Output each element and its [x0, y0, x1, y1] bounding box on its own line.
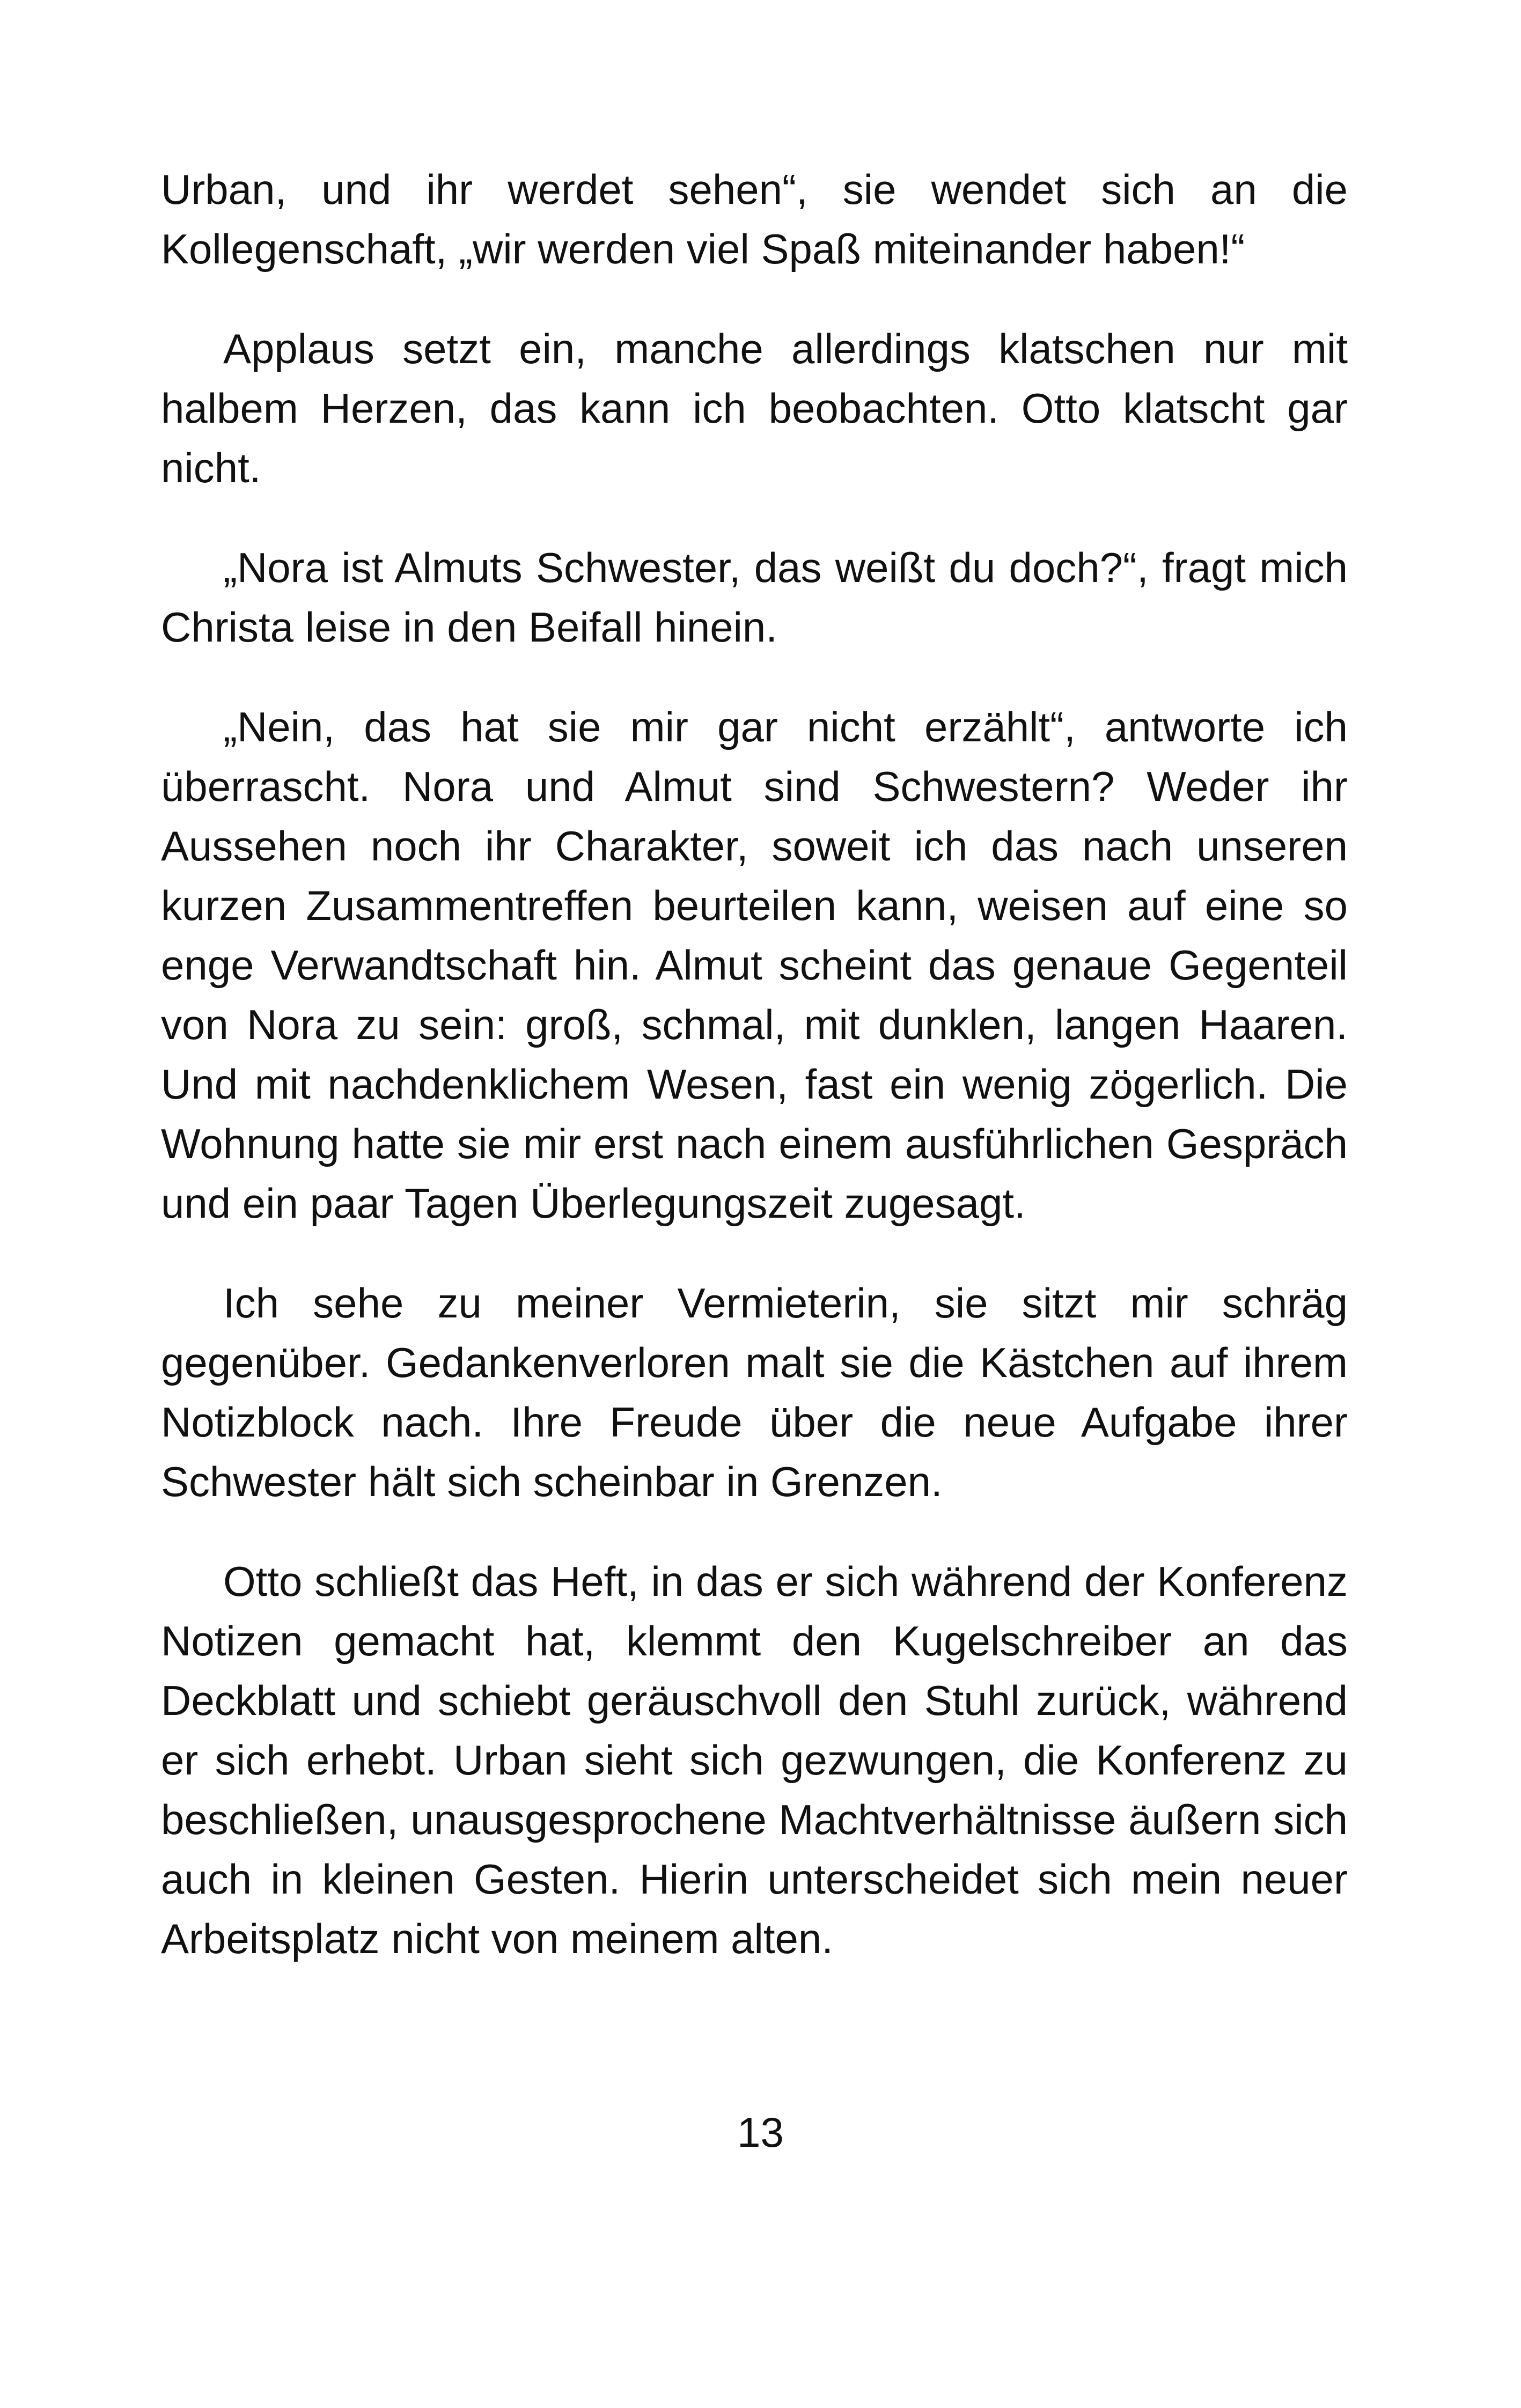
paragraph-1: Urban, und ihr werdet sehen“, sie wendet sich an die Kollegenschaft, „wir werden viel Spaß miteinander haben!“ [161, 166, 1348, 273]
paragraph-5: Ich sehe zu meiner Vermieterin, sie sitzt mir schräg gegenüber. Gedankenverloren malt sie die Kästchen auf ihrem Notizblock nach. Ihre Freude über die neue Aufgabe ihrer Schwester hält sich scheinbar in Grenzen. [161, 1279, 1348, 1505]
book-page-body [161, 160, 1348, 2009]
paragraph-6: Otto schließt das Heft, in das er sich während der Konferenz Notizen gemacht hat, klemmt den Kugelschreiber an das Deckblatt und schiebt geräuschvoll den Stuhl zurück, während er sich erhebt. Urban sieht sich gezwungen, die Konferenz zu beschließen, unausgesprochene Machtverhältnisse äußern sich auch in kleinen Gesten. Hierin unterscheidet sich mein neuer Arbeitsplatz nicht von meinem alten. [161, 1558, 1348, 1962]
paragraph-2: Applaus setzt ein, manche allerdings klatschen nur mit halbem Herzen, das kann ich beobachten. Otto klatscht gar nicht. [161, 325, 1348, 491]
paragraph-3: „Nora ist Almuts Schwester, das weißt du doch?“, fragt mich Christa leise in den Beifall hinein. [161, 544, 1348, 651]
paragraph-4: „Nein, das hat sie mir gar nicht erzählt“, antworte ich überrascht. Nora und Almut sind Schwestern? Weder ihr Aussehen noch ihr Charakter, soweit ich das nach unseren kurzen Zusammentreffen beurteilen kann, weisen auf eine so enge Verwandtschaft hin. Almut scheint das genaue Gegenteil von Nora zu sein: groß, schmal, mit dunklen, langen Haaren. Und mit nachdenklichem Wesen, fast ein wenig zögerlich. Die Wohnung hatte sie mir erst nach einem ausführlichen Gespräch und ein paar Tagen Überlegungszeit zugesagt. [161, 703, 1348, 1227]
page-number: 13 [737, 2109, 784, 2156]
